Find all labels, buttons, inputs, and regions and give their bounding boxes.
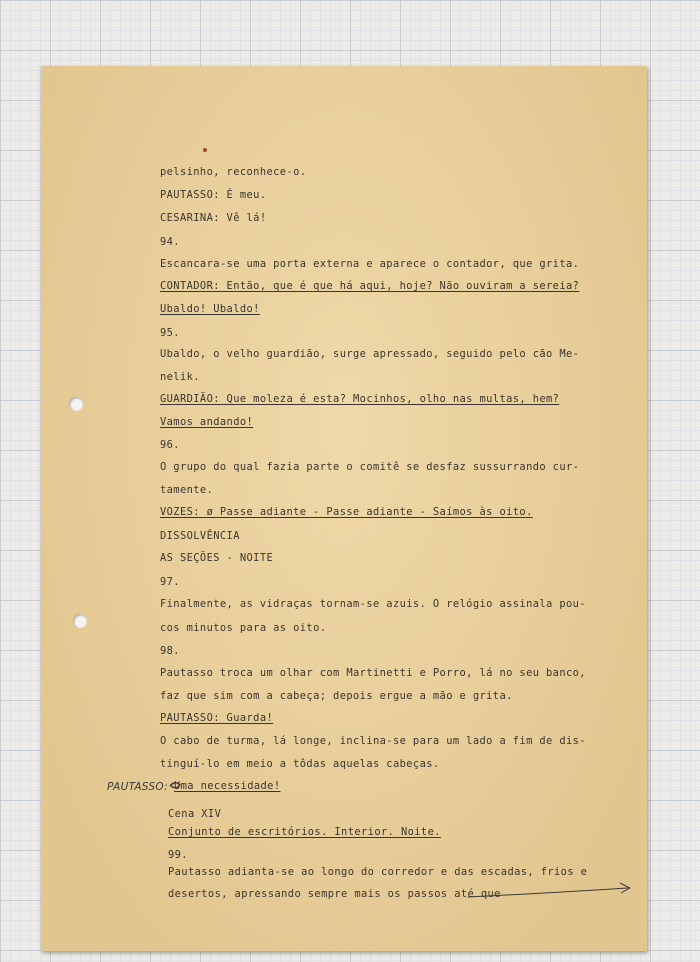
dialogue-line: GUARDIÃO: Que moleza é esta? Mocinhos, olho nas multas, hem? [160, 393, 560, 405]
dialogue-line: Ubaldo! Ubaldo! [160, 303, 260, 315]
dialogue-line: Vamos andando! [160, 416, 254, 428]
scene-number: 99. [168, 849, 188, 861]
text-line: tinguí-lo em meio a tôdas aquelas cabeças. [160, 758, 440, 770]
scene-number: 95. [160, 327, 180, 339]
text-line: Pautasso adianta-se ao longo do corredor e das escadas, frios e [168, 866, 588, 878]
scene-number: 94. [160, 236, 180, 248]
scribble-mark [170, 783, 180, 788]
text-line: O grupo do qual fazia parte o comitê se desfaz sussurrando cur- [160, 461, 580, 473]
text-line: Pautasso troca um olhar com Martinetti e Porro, lá no seu banco, [160, 667, 586, 679]
text-line: pelsinho, reconhece-o. [160, 166, 307, 178]
text-line: tamente. [160, 484, 214, 496]
scene-number: 96. [160, 439, 180, 451]
text-line: Escancara-se uma porta externa e aparece o contador, que grita. [160, 258, 580, 270]
arrow-line [468, 888, 628, 897]
scene-heading: Cena XIV [168, 808, 222, 820]
dialogue-line: PAUTASSO: Guarda! [160, 712, 274, 724]
scene-heading: Conjunto de escritórios. Interior. Noite. [168, 826, 441, 838]
dialogue-line: Uma necessidade! [174, 780, 281, 792]
heading-line: DISSOLVÊNCIA [160, 530, 240, 542]
scene-number: 97. [160, 576, 180, 588]
text-line: Ubaldo, o velho guardião, surge apressado, seguido pelo cão Me- [160, 348, 580, 360]
dialogue-line: CONTADOR: Então, que é que há aqui, hoje? Não ouviram a sereia? [160, 280, 580, 292]
text-line: O cabo de turma, lá longe, inclina-se para um lado a fim de dis- [160, 735, 586, 747]
text-line: desertos, apressando sempre mais os passos até que [168, 888, 501, 900]
handwritten-note: PAUTASSO: [107, 781, 168, 793]
text-line: faz que sim com a cabeça; depois ergue a mão e grita. [160, 690, 513, 702]
dialogue-line: VOZES: ø Passe adiante - Passe adiante - Saímos às oito. [160, 506, 533, 518]
text-line: cos minutos para as oito. [160, 622, 327, 634]
text-line: CESARINA: Vê lá! [160, 212, 267, 224]
text-line: PAUTASSO: É meu. [160, 189, 267, 201]
text-line: nelik. [160, 371, 200, 383]
scene-number: 98. [160, 645, 180, 657]
text-line: Finalmente, as vidraças tornam-se azuis. O relógio assinala pou- [160, 598, 586, 610]
heading-line: AS SEÇÕES - NOITE [160, 552, 274, 564]
